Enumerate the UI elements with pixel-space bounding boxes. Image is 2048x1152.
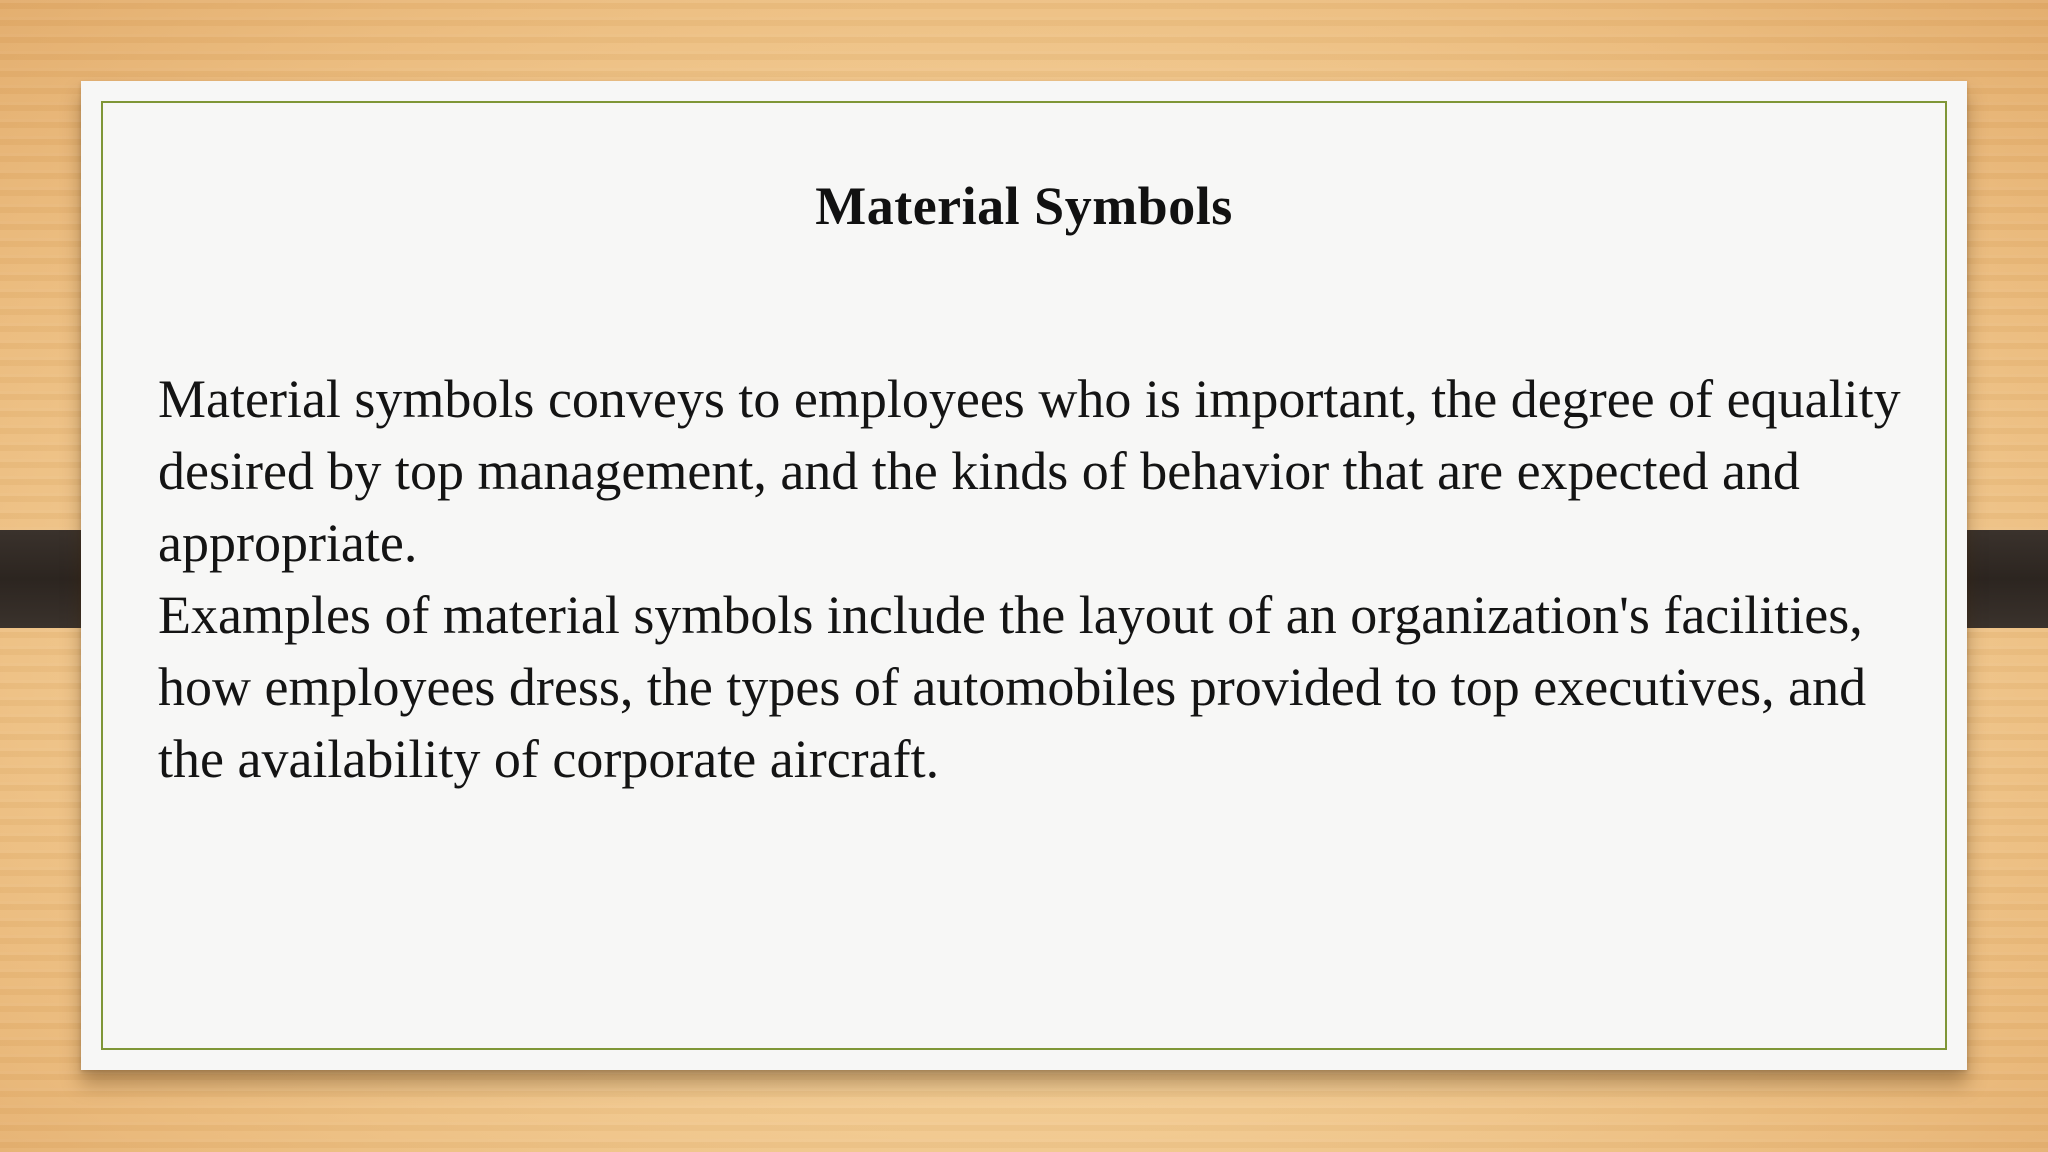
slide-card [81, 81, 1967, 1070]
slide-body [158, 363, 1918, 795]
body-paragraph-2: Examples of material symbols include the layout of an organization's facilities, how employees dress, the types of automobiles provided to top executives, and the availability of corporate aircraft. [158, 585, 1867, 789]
body-paragraph-1: Material symbols conveys to employees who is important, the degree of equality desired by top management, and the kinds of behavior that are expected and appropriate. [158, 369, 1901, 573]
slide-title: Material Symbols [815, 176, 1233, 236]
